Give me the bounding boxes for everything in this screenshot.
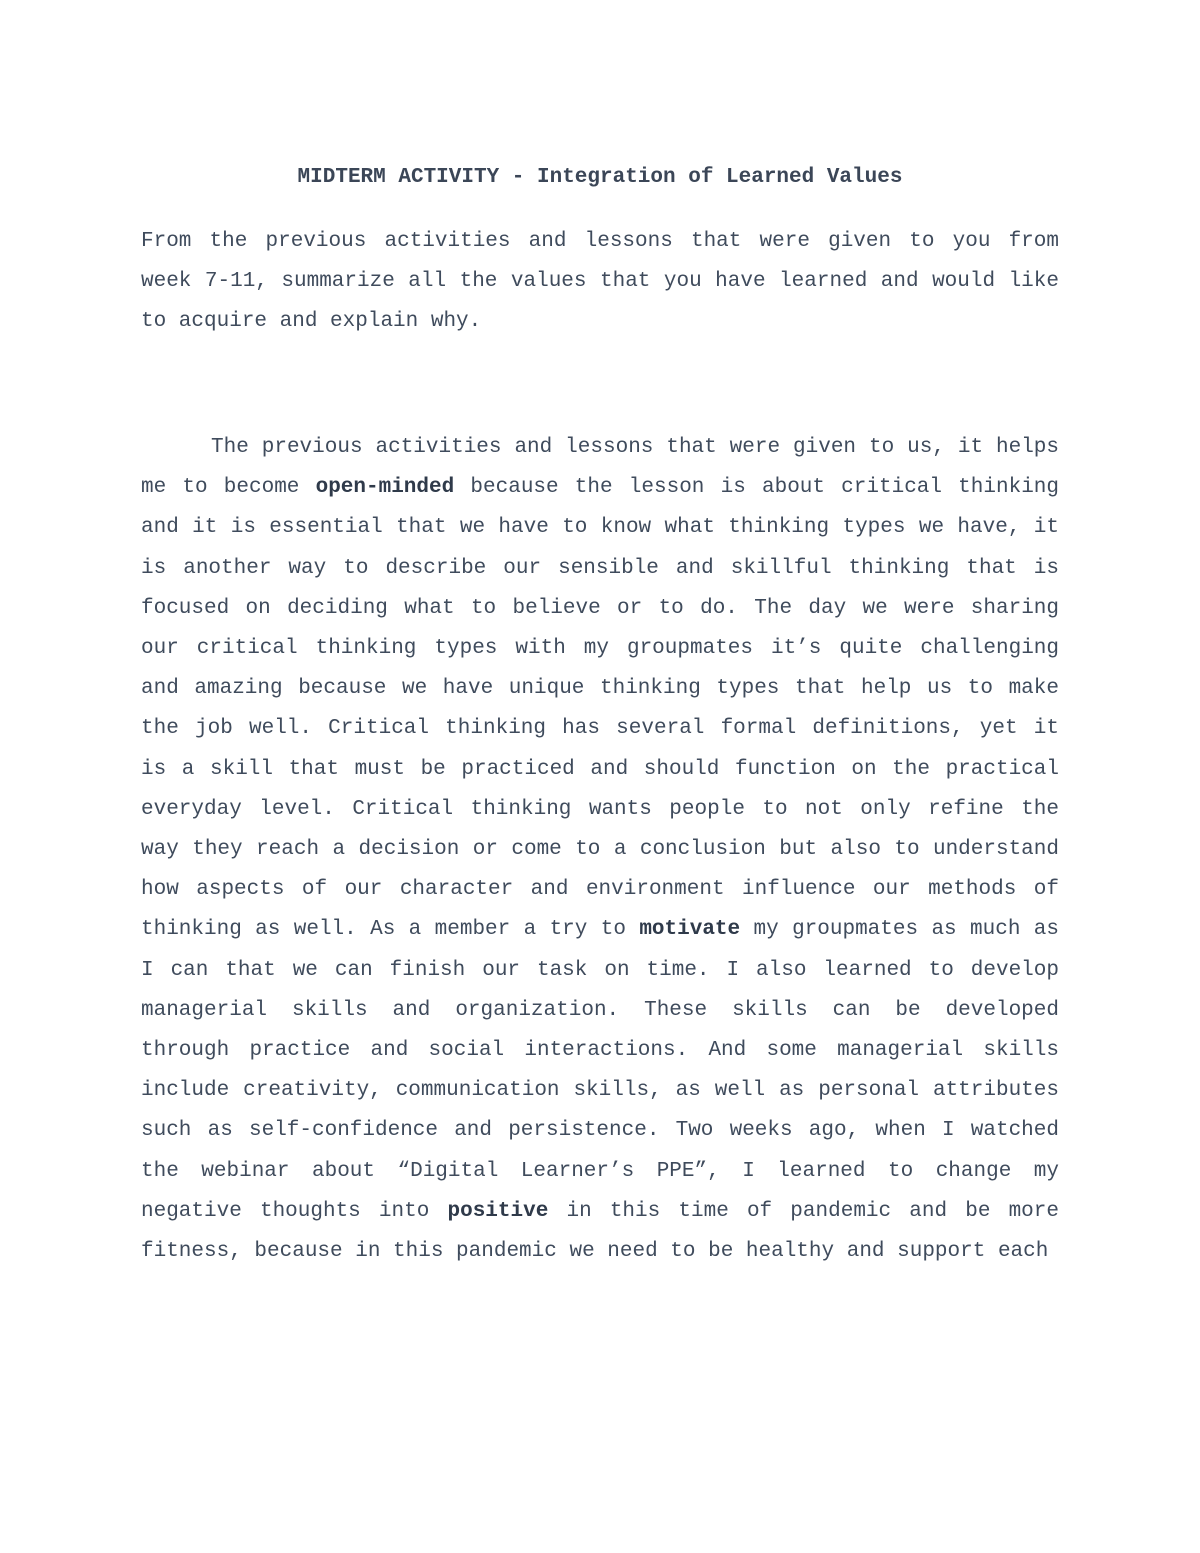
essay-bold-motivate: motivate — [639, 918, 741, 942]
essay-text-4: in this time of pandemic and be more fitness, because in this pandemic we need to be healthy and support each — [141, 1199, 1059, 1264]
essay-bold-positive: positive — [447, 1199, 549, 1223]
essay-text-2: because the lesson is about critical thinking and it is essential that we have to know what thinking types we have, it is another way to describe our sensible and skillful thinking that is focused on deciding what to believe or to do. The day we were sharing our critical thinking types with my groupmates it’s quite challenging and amazing because we have unique thinking types that help us to make the job well. Critical thinking has several formal definitions, yet it is a skill that must be practiced and should function on the practical everyday level. Critical thinking wants people to not only refine the way they reach a decision or come to a conclusion but also to understand how aspects of our character and environment influence our methods of thinking as well. As a member a try to — [141, 476, 1060, 942]
essay-paragraph — [141, 428, 1059, 1272]
essay-text-1: The previous activities and lessons that were given to us, it helps me to become — [141, 436, 1059, 500]
essay-bold-open-minded: open-minded — [315, 476, 455, 500]
activity-prompt: From the previous activities and lessons that were given to you from week 7-11, summarize all the values that you have learned and would like to acquire and explain why. — [141, 230, 1059, 333]
essay-text-3: my groupmates as much as I can that we can finish our task on time. I also learned to develop managerial skills and organization. These skills can be developed through practice and social interactions. And some managerial skills include creativity, communication skills, as well as personal attributes such as self-confidence and persistence. Two weeks ago, when I watched the webinar about “Digital Learner’s PPE”, I learned to change my negative thoughts into — [141, 918, 1059, 1223]
document-title: MIDTERM ACTIVITY - Integration of Learned Values — [297, 166, 903, 189]
